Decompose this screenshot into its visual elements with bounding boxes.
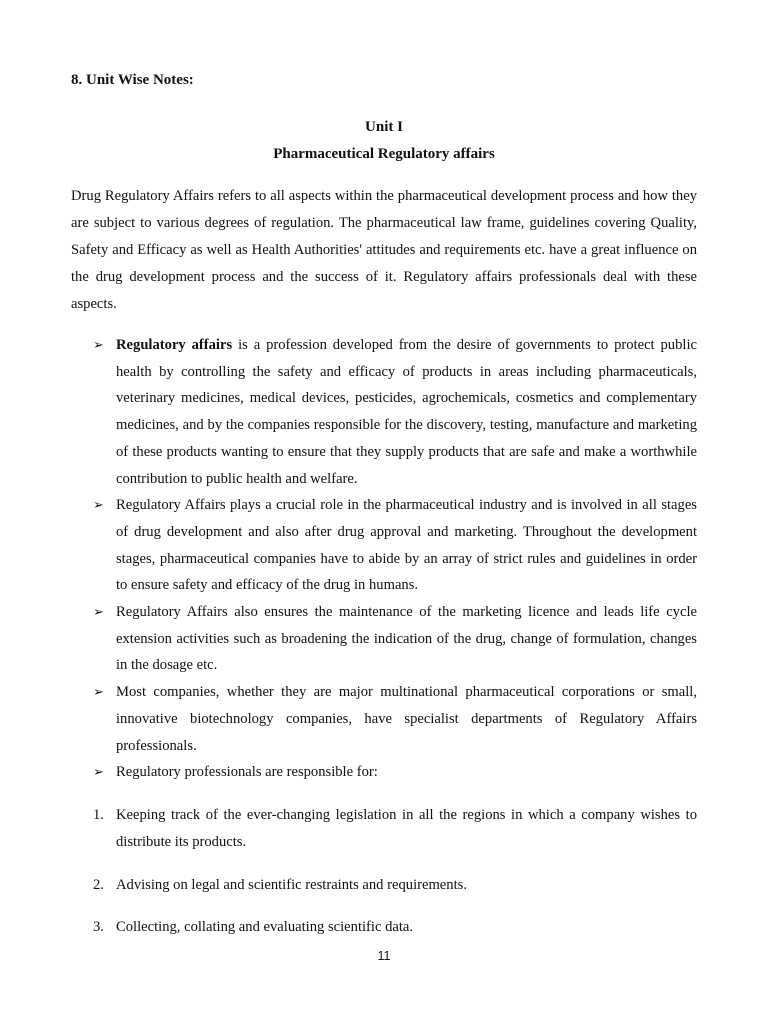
item-text: Collecting, collating and evaluating scientific data. (116, 919, 414, 935)
item-number: 2. (93, 877, 104, 893)
bullet-text: Most companies, whether they are major multinational pharmaceutical corporations or small, innovative biotechnology companies, have specialist departments of Regulatory Affairs professionals. (116, 684, 697, 754)
numbered-item (71, 802, 697, 856)
bullet-item (71, 492, 697, 599)
section-heading: 8. Unit Wise Notes: (71, 72, 194, 88)
arrow-bullet-icon: ➢ (93, 764, 104, 780)
unit-title: Unit I (365, 119, 403, 135)
bullet-text: Regulatory Affairs plays a crucial role in the pharmaceutical industry and is involved in all stages of drug development and also after drug approval and marketing. Throughout the development stages, pharmaceutical companies have to abide by an array of strict rules and guidelines in order to ensure safety and efficacy of the drug in humans. (116, 497, 697, 594)
bullet-list (71, 332, 697, 786)
arrow-bullet-icon: ➢ (93, 604, 104, 620)
item-number: 1. (93, 807, 104, 823)
bullet-item (71, 599, 697, 679)
page-number: 11 (377, 949, 391, 963)
numbered-item (71, 872, 697, 899)
item-number: 3. (93, 919, 104, 935)
intro-paragraph: Drug Regulatory Affairs refers to all aspects within the pharmaceutical development process and how they are subject to various degrees of regulation. The pharmaceutical law frame, guidelines covering Quality, Safety and Efficacy as well as Health Authorities' attitudes and requirements etc. have a great influence on the drug development process and the success of it. Regulatory affairs professionals deal with these aspects. (71, 188, 697, 312)
bullet-text: Regulatory Affairs also ensures the maintenance of the marketing licence and leads life cycle extension activities such as broadening the indication of the drug, change of formulation, changes in the dosage etc. (116, 604, 697, 674)
bullet-bold-term: Regulatory affairs (116, 337, 233, 353)
arrow-bullet-icon: ➢ (93, 497, 104, 513)
numbered-item (71, 914, 697, 941)
item-text: Advising on legal and scientific restraints and requirements. (116, 877, 467, 893)
bullet-text: is a profession developed from the desire of governments to protect public health by controlling the safety and efficacy of products in areas including pharmaceuticals, veterinary medicines, medical devices, pesticides, agrochemicals, cosmetics and complementary medicines, and by the companies responsible for the discovery, testing, manufacture and marketing of these products wanting to ensure that they supply products that are safe and make a worthwhile contribution to public health and welfare. (116, 337, 697, 487)
bullet-item (71, 679, 697, 759)
item-text: Keeping track of the ever-changing legislation in all the regions in which a company wishes to distribute its products. (116, 807, 697, 850)
bullet-item (71, 759, 697, 786)
bullet-item (71, 332, 697, 492)
arrow-bullet-icon: ➢ (93, 684, 104, 700)
bullet-text: Regulatory professionals are responsible for: (116, 764, 378, 781)
unit-subtitle: Pharmaceutical Regulatory affairs (273, 146, 495, 162)
arrow-bullet-icon: ➢ (93, 337, 104, 352)
